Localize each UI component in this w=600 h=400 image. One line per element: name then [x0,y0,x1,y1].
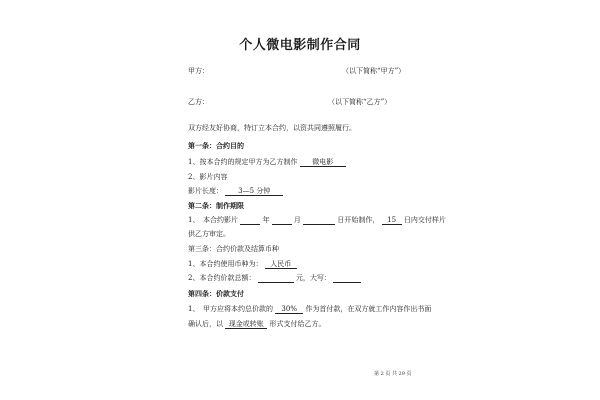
article4-item1-cont-2: 形式支付给乙方。 [269,320,326,328]
party-a-alias: （以下简称“甲方”） [342,67,406,75]
article2-item1-text-2: 日开始制作， [337,216,380,224]
month-label: 月 [293,216,301,224]
article1-heading: 第一条：合约目的 [188,141,244,150]
article1-item1-text: 1、按本合约的规定甲方为乙方制作 [188,158,298,166]
article4-item1-text-1: 1、 甲方应将本约总价款的 [188,305,273,313]
intro-text: 双方经友好协商，特订立本合约，以资共同遵照履行。 [188,124,356,132]
article2-heading: 第二条：制作期限 [188,201,244,210]
total-amount-label: 2、本合约价款总额： [188,274,256,282]
page-number: 第 2 页 共 29 页 [374,371,412,377]
article1-item1 [188,158,346,167]
delivery-days: 15 [382,216,402,225]
article4-item1 [188,305,431,314]
day-blank[interactable] [303,216,335,225]
article4-item1-continued [188,320,325,329]
party-b-alias: （以下简称“乙方”） [328,98,392,106]
length-value: 3—5 分钟 [225,187,283,196]
amount-words-blank[interactable] [333,274,361,283]
article3-heading: 第三条：合约价款及结算币种 [188,245,279,253]
article3-item2 [188,274,361,283]
total-amount-blank[interactable] [258,274,294,283]
article1-length [188,187,283,196]
amount-unit-label: 元，大写： [295,274,331,282]
month-blank[interactable] [272,216,292,225]
currency-value: 人民币 [265,260,297,269]
article4-item1-cont-1: 确认后，以 [188,320,223,328]
party-b-label: 乙方： [188,98,209,106]
article1-item2: 2、影片内容 [188,173,228,181]
length-label: 影片长度： [188,187,223,195]
article4-item1-text-2: 作为首付款，在双方就工作内容作出书面 [305,305,432,313]
article4-heading: 第四条：价款支付 [188,289,244,298]
year-label: 年 [262,216,270,224]
article2-item1 [188,216,446,225]
down-payment-percent: 30% [275,305,303,314]
article1-item1-value: 微电影 [300,158,346,167]
article2-item1-text-3: 日内交付样片 [403,216,446,224]
currency-label: 1、本合约使用币种为： [188,260,263,268]
year-blank[interactable] [240,216,260,225]
contract-title: 个人微电影制作合同 [239,38,361,53]
article3-item1 [188,260,297,269]
article2-item1-text-1: 1、 本合约影片 [188,216,238,224]
party-a-label: 甲方： [188,67,209,75]
payment-method: 现金或转账 [225,320,267,329]
article2-item1-continued: 供乙方审定。 [188,230,230,238]
